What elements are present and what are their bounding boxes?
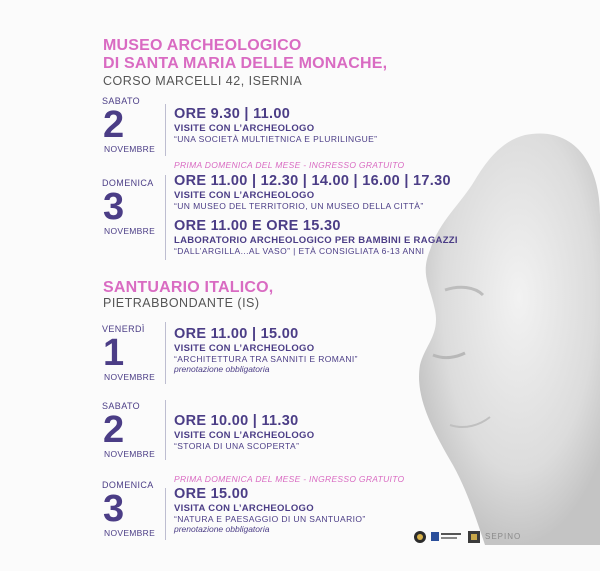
ministry-logo-icon bbox=[467, 530, 481, 544]
day-number: 2 bbox=[103, 409, 125, 451]
event-activity: LABORATORIO ARCHEOLOGICO PER BAMBINI E RAGAZZI bbox=[174, 235, 458, 246]
month: NOVEMBRE bbox=[104, 226, 156, 236]
venue1-title-line1: MUSEO ARCHEOLOGICO bbox=[103, 37, 302, 54]
day-of-week: DOMENICA bbox=[102, 480, 154, 490]
venue1-address: CORSO MARCELLI 42, ISERNIA bbox=[103, 74, 303, 88]
venue2-location: PIETRABBONDANTE (IS) bbox=[103, 296, 260, 310]
event-activity: VISITE CON L’ARCHEOLOGO bbox=[174, 430, 315, 441]
event-activity: VISITA CON L’ARCHEOLOGO bbox=[174, 503, 314, 514]
venue2-title: SANTUARIO ITALICO, bbox=[103, 279, 274, 296]
event-time: ORE 10.00 | 11.30 bbox=[174, 413, 299, 429]
event-time: ORE 11.00 | 15.00 bbox=[174, 326, 299, 342]
event-time: ORE 11.00 | 12.30 | 14.00 | 16.00 | 17.30 bbox=[174, 173, 451, 189]
event-description: “ARCHITETTURA TRA SANNITI E ROMANI” bbox=[174, 354, 358, 364]
event-description: “UNA SOCIETÀ MULTIETNICA E PLURILINGUE” bbox=[174, 134, 378, 144]
event-6 bbox=[174, 486, 494, 534]
event-activity: VISITE CON L’ARCHEOLOGO bbox=[174, 190, 315, 201]
day-number: 3 bbox=[103, 186, 125, 228]
event-description: “STORIA DI UNA SCOPERTA” bbox=[174, 441, 300, 451]
direzione-regionale-logo-icon bbox=[431, 530, 463, 544]
day-domenica-3 bbox=[102, 178, 164, 236]
day-of-week: SABATO bbox=[102, 96, 141, 106]
day-domenica-3-second bbox=[102, 480, 164, 538]
sponsor-logos bbox=[413, 530, 525, 546]
event-time: ORE 9.30 | 11.00 bbox=[174, 106, 291, 122]
event-time: ORE 15.00 bbox=[174, 486, 249, 502]
event-description: “UN MUSEO DEL TERRITORIO, UN MUSEO DELLA CITTÀ” bbox=[174, 201, 424, 211]
event-time: ORE 11.00 E ORE 15.30 bbox=[174, 218, 341, 234]
event-description: “NATURA E PAESAGGIO DI UN SANTUARIO” bbox=[174, 514, 366, 524]
promo-free-entry: PRIMA DOMENICA DEL MESE - INGRESSO GRATUITO bbox=[174, 160, 405, 170]
sepino-logo-text: SEPINO bbox=[485, 532, 522, 541]
day-sabato-2-second bbox=[102, 401, 164, 459]
day-number: 1 bbox=[103, 332, 125, 374]
day-of-week: DOMENICA bbox=[102, 178, 154, 188]
month: NOVEMBRE bbox=[104, 372, 156, 382]
divider bbox=[165, 175, 166, 260]
event-description: “DALL’ARGILLA...AL VASO” | ETÀ CONSIGLIATA 6-13 ANNI bbox=[174, 246, 425, 256]
museum-logo-icon bbox=[413, 530, 427, 544]
event-activity: VISITE CON L’ARCHEOLOGO bbox=[174, 343, 315, 354]
event-4 bbox=[174, 326, 494, 374]
divider bbox=[165, 104, 166, 156]
divider bbox=[165, 322, 166, 384]
booking-note: prenotazione obbligatoria bbox=[174, 364, 270, 374]
month: NOVEMBRE bbox=[104, 528, 156, 538]
event-5 bbox=[174, 413, 494, 451]
divider bbox=[165, 400, 166, 460]
month: NOVEMBRE bbox=[104, 144, 156, 154]
divider bbox=[165, 488, 166, 540]
day-number: 3 bbox=[103, 488, 125, 530]
day-of-week: SABATO bbox=[102, 401, 141, 411]
month: NOVEMBRE bbox=[104, 449, 156, 459]
day-number: 2 bbox=[103, 104, 125, 146]
event-2 bbox=[174, 173, 494, 211]
day-sabato-2 bbox=[102, 96, 164, 154]
promo-free-entry-2: PRIMA DOMENICA DEL MESE - INGRESSO GRATUITO bbox=[174, 474, 405, 484]
event-activity: VISITE CON L’ARCHEOLOGO bbox=[174, 123, 315, 134]
event-1 bbox=[174, 106, 494, 144]
day-venerdi-1 bbox=[102, 324, 164, 382]
event-3 bbox=[174, 218, 504, 256]
day-of-week: VENERDÌ bbox=[102, 324, 145, 334]
booking-note: prenotazione obbligatoria bbox=[174, 524, 270, 534]
venue1-title-line2: DI SANTA MARIA DELLE MONACHE, bbox=[103, 55, 388, 72]
